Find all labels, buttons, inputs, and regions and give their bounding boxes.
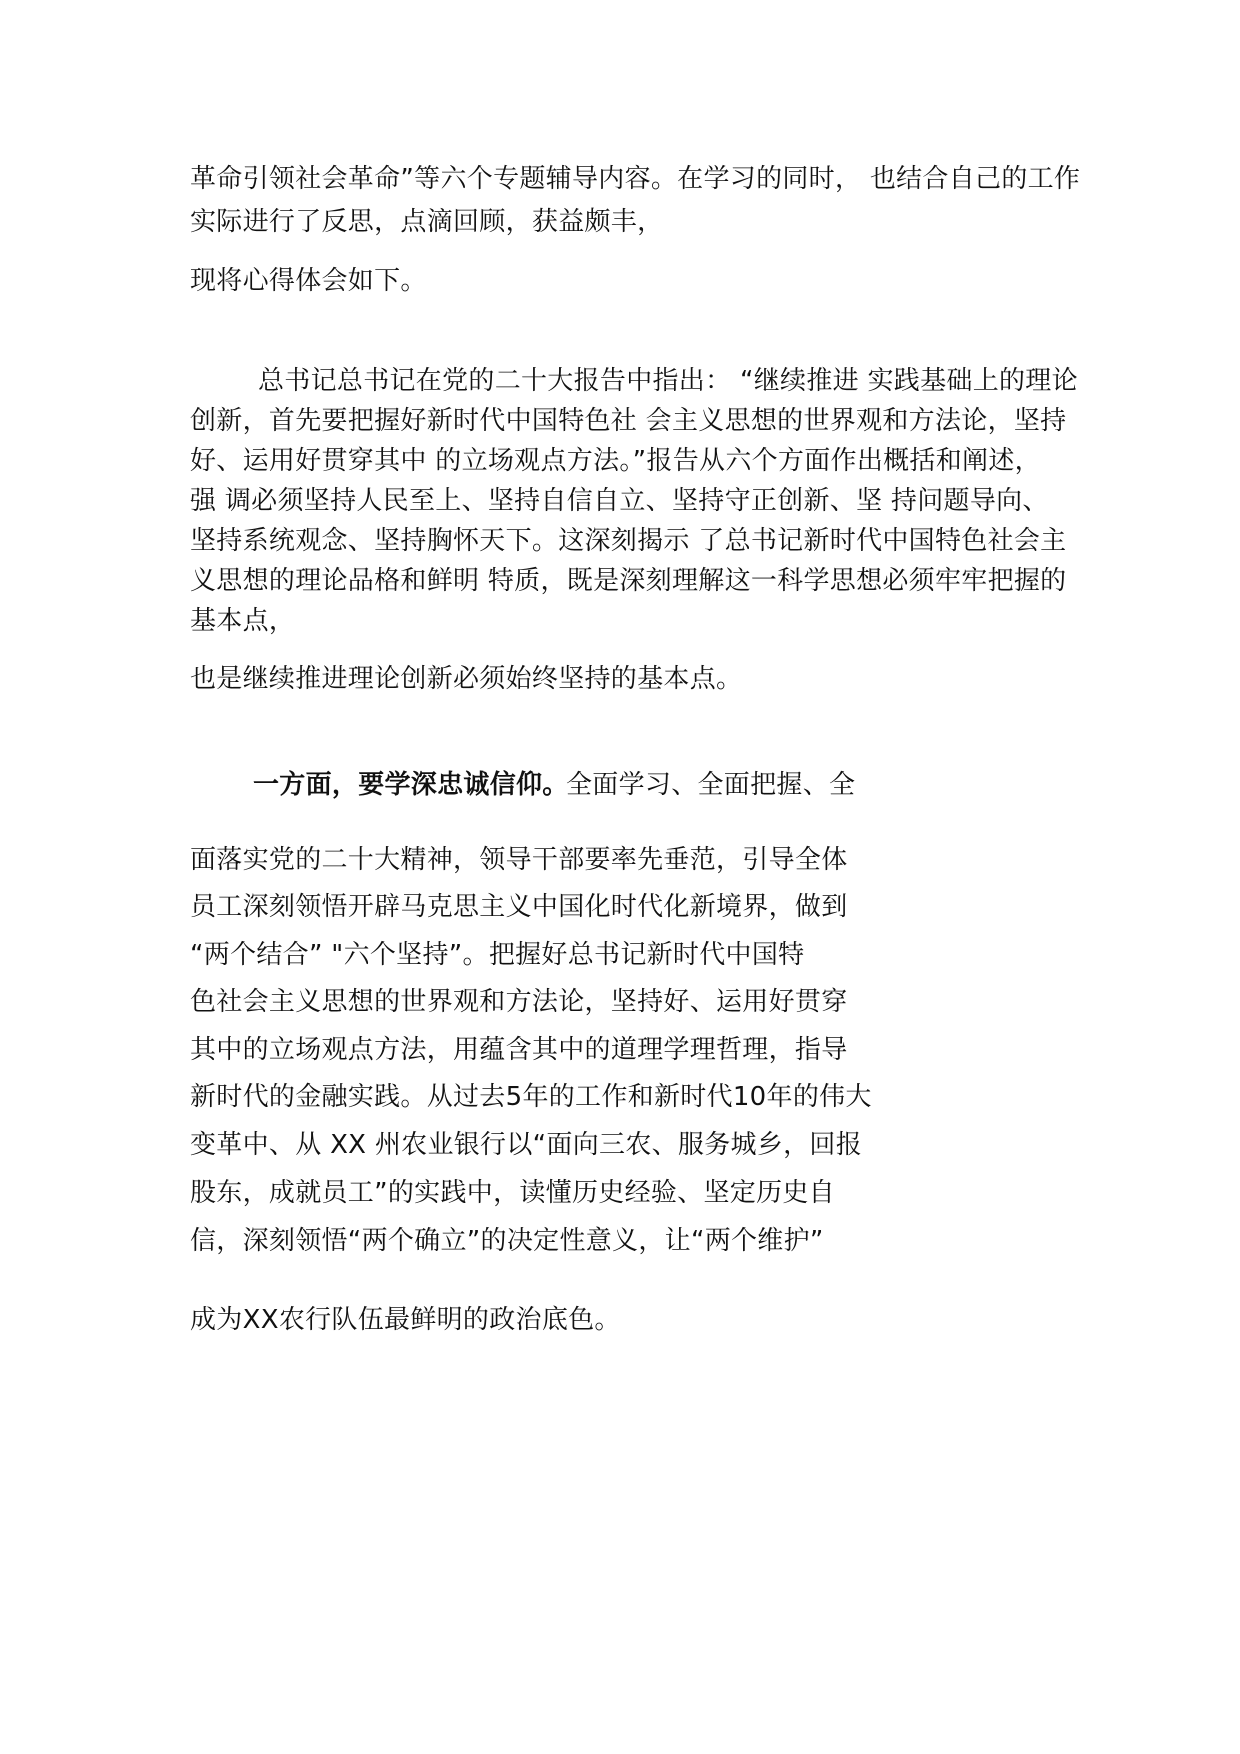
paragraph-2-line-6: 义思想的理论品格和鲜明 特质，既是深刻理解这一科学思想必须牢牢把握的: [190, 566, 1067, 596]
paragraph-3-line-8: 变革中、从 XX 州农业银行以“面向三农、服务城乡，回报: [190, 1130, 863, 1160]
paragraph-2-line-5: 坚持系统观念、坚持胸怀天下。这深刻揭示 了总书记新时代中国特色社会主: [190, 526, 1067, 556]
paragraph-3-line-2: 面落实党的二十大精神，领导干部要率先垂范，引导全体: [190, 845, 848, 875]
paragraph-3-line-3: 员工深刻领悟开辟马克思主义中国化时代化新境界，做到: [190, 892, 848, 922]
paragraph-3-line-7: 新时代的金融实践。从过去5年的工作和新时代10年的伟大: [190, 1082, 872, 1112]
paragraph-3-line-6: 其中的立场观点方法，用蕴含其中的道理学理哲理，指导: [190, 1035, 848, 1065]
paragraph-3-line-1: 全面学习、全面把握、全: [566, 770, 856, 800]
paragraph-2-line-7: 基本点，: [190, 606, 296, 636]
paragraph-1-line-2: 实际进行了反思，点滴回顾，获益颇丰，: [190, 207, 664, 237]
paragraph-3-line-11: 成为XX农行队伍最鲜明的政治底色。: [190, 1305, 621, 1335]
paragraph-2-line-8: 也是继续推进理论创新必须始终坚持的基本点。: [190, 664, 743, 694]
paragraph-3-line-5: 色社会主义思想的世界观和方法论，坚持好、运用好贯穿: [190, 987, 848, 1017]
paragraph-3-line-10: 信，深刻领悟“两个确立”的决定性意义，让“两个维护”: [190, 1226, 824, 1256]
paragraph-1-line-1: 革命引领社会革命”等六个专题辅导内容。在学习的同时， 也结合自己的工作: [190, 164, 1081, 194]
paragraph-2-line-2: 创新，首先要把握好新时代中国特色社 会主义思想的世界观和方法论，坚持: [190, 406, 1067, 436]
paragraph-3-line-9: 股东，成就员工”的实践中，读懂历史经验、坚定历史自: [190, 1178, 835, 1208]
paragraph-2-line-1: 总书记总书记在党的二十大报告中指出： “继续推进 实践基础上的理论: [258, 366, 1078, 396]
paragraph-3-line-4: “两个结合” "六个坚持”。把握好总书记新时代中国特: [190, 940, 805, 970]
paragraph-2-line-4: 强 调必须坚持人民至上、坚持自信自立、坚持守正创新、坚 持问题导向、: [190, 486, 1049, 516]
section-heading: 一方面，要学深忠诚信仰。: [253, 770, 569, 800]
paragraph-2-line-3: 好、运用好贯穿其中 的立场观点方法。”报告从六个方面作出概括和阐述，: [190, 446, 1041, 476]
paragraph-1-line-3: 现将心得体会如下。: [190, 266, 427, 296]
